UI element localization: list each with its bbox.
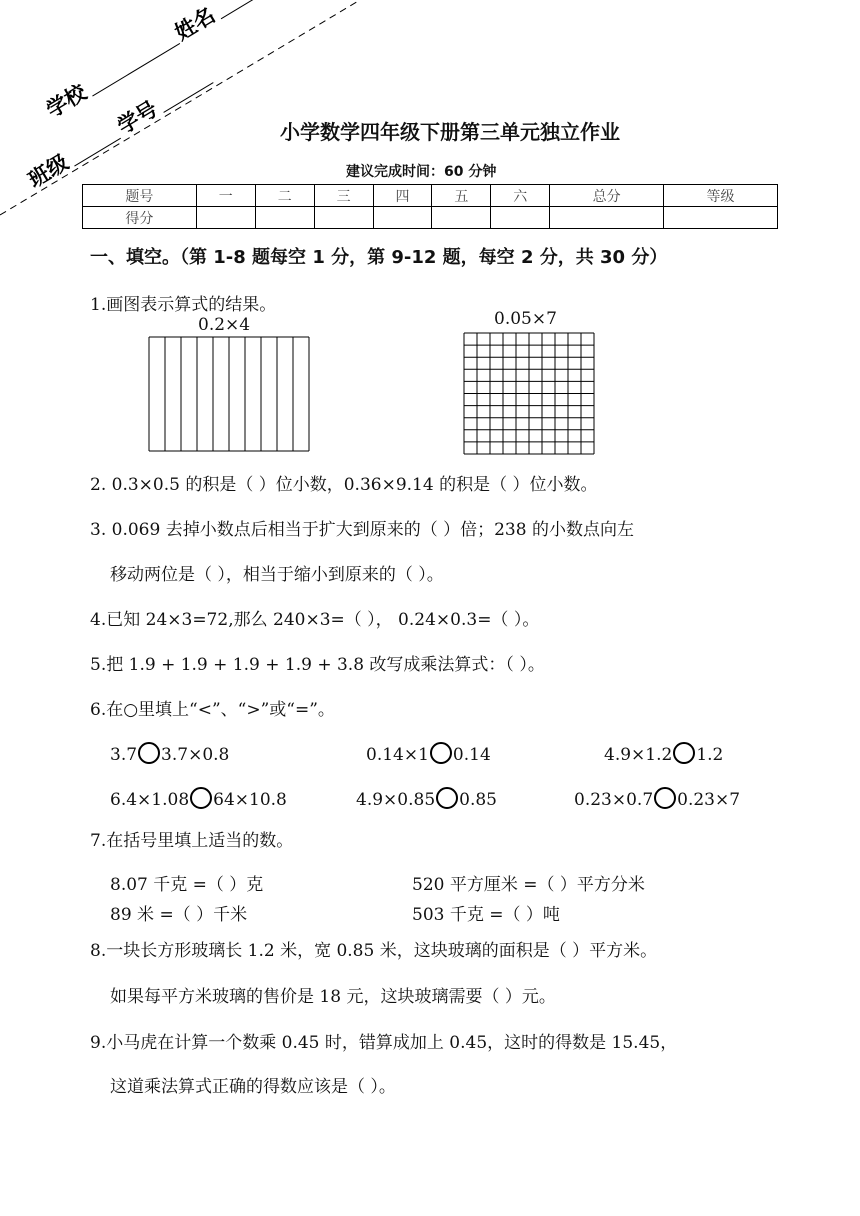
q1-left-label: 0.2×4 (198, 315, 251, 335)
compare-left: 3.7 (110, 745, 138, 765)
compare-left: 6.4×1.08 (110, 790, 190, 810)
score-table-score-row (83, 207, 778, 229)
question-6: 6.在○里填上“<”、“>”或“=”。 (90, 700, 335, 720)
question-4: 4.已知 24×3=72,那么 240×3=（ ）， 0.24×0.3=（ ）。 (90, 610, 540, 630)
question-7: 7.在括号里填上适当的数。 (90, 831, 294, 851)
question-1: 1.画图表示算式的结果。 (90, 295, 277, 315)
compare-right: 3.7×0.8 (161, 745, 230, 765)
compare-right: 1.2 (696, 745, 724, 765)
score-table (82, 184, 778, 229)
score-cell[interactable] (550, 207, 664, 229)
question-8-line-2: 如果每平方米玻璃的售价是 18 元，这块玻璃需要（ ）元。 (110, 987, 556, 1007)
compare-item (356, 787, 497, 810)
question-5: 5.把 1.9 + 1.9 + 1.9 + 1.9 + 3.8 改写成乘法算式：（ ）。 (90, 655, 545, 675)
question-3-line-1: 3. 0.069 去掉小数点后相当于扩大到原来的（ ）倍；238 的小数点向左 (90, 520, 634, 540)
score-row-label: 得分 (83, 207, 197, 229)
q7-item-d: 503 千克 =（ ）吨 (412, 905, 560, 925)
compare-right: 64×10.8 (213, 790, 287, 810)
score-header-cell: 五 (432, 185, 491, 207)
compare-circle[interactable] (654, 787, 676, 809)
question-8-line-1: 8.一块长方形玻璃长 1.2 米，宽 0.85 米，这块玻璃的面积是（ ）平方米。 (90, 941, 658, 961)
score-cell[interactable] (196, 207, 255, 229)
score-header-cell: 四 (373, 185, 432, 207)
compare-right: 0.85 (459, 790, 497, 810)
compare-circle[interactable] (673, 742, 695, 764)
compare-item (110, 742, 229, 765)
compare-item (366, 742, 491, 765)
score-cell[interactable] (491, 207, 550, 229)
q1-right-label: 0.05×7 (494, 309, 557, 329)
q7-item-b: 520 平方厘米 =（ ）平方分米 (412, 875, 645, 895)
q7-item-c: 89 米 =（ ）千米 (110, 905, 248, 925)
question-3-line-2: 移动两位是（ ），相当于缩小到原来的（ ）。 (110, 565, 444, 585)
page-title: 小学数学四年级下册第三单元独立作业 (280, 120, 620, 144)
compare-circle[interactable] (430, 742, 452, 764)
compare-left: 4.9×1.2 (604, 745, 673, 765)
name-label: 姓名 (170, 2, 220, 46)
score-cell[interactable] (373, 207, 432, 229)
score-table-header-row (83, 185, 778, 207)
compare-right: 0.23×7 (677, 790, 741, 810)
score-cell[interactable] (664, 207, 778, 229)
section-heading: 一、填空。（第 1-8 题每空 1 分，第 9-12 题，每空 2 分，共 30 分） (90, 247, 668, 268)
score-header-cell: 等级 (664, 185, 778, 207)
suggested-time: 建议完成时间：60 分钟 (346, 164, 497, 180)
score-header-cell: 六 (491, 185, 550, 207)
compare-circle[interactable] (138, 742, 160, 764)
compare-item (574, 787, 740, 810)
score-header-cell: 题号 (83, 185, 197, 207)
question-9-line-2: 这道乘法算式正确的得数应该是（ ）。 (110, 1077, 396, 1097)
compare-circle[interactable] (436, 787, 458, 809)
score-header-cell: 一 (196, 185, 255, 207)
compare-left: 0.14×1 (366, 745, 429, 765)
compare-left: 4.9×0.85 (356, 790, 436, 810)
score-cell[interactable] (314, 207, 373, 229)
score-cell[interactable] (255, 207, 314, 229)
question-2: 2. 0.3×0.5 的积是（ ）位小数，0.36×9.14 的积是（ ）位小数。 (90, 475, 598, 495)
compare-circle[interactable] (190, 787, 212, 809)
score-header-cell: 总分 (550, 185, 664, 207)
school-label: 学校 (42, 80, 91, 123)
compare-item (604, 742, 723, 765)
score-cell[interactable] (432, 207, 491, 229)
q7-item-a: 8.07 千克 =（ ）克 (110, 875, 264, 895)
score-header-cell: 三 (314, 185, 373, 207)
compare-left: 0.23×0.7 (574, 790, 654, 810)
class-label: 班级 (24, 150, 73, 193)
compare-right: 0.14 (452, 745, 491, 765)
compare-item (110, 787, 287, 810)
number-label: 学号 (113, 96, 162, 139)
score-header-cell: 二 (255, 185, 314, 207)
question-9-line-1: 9.小马虎在计算一个数乘 0.45 时，错算成加上 0.45，这时的得数是 15.45， (90, 1033, 678, 1053)
tenths-strip-diagram (148, 336, 310, 452)
hundredths-grid-diagram (463, 332, 595, 455)
